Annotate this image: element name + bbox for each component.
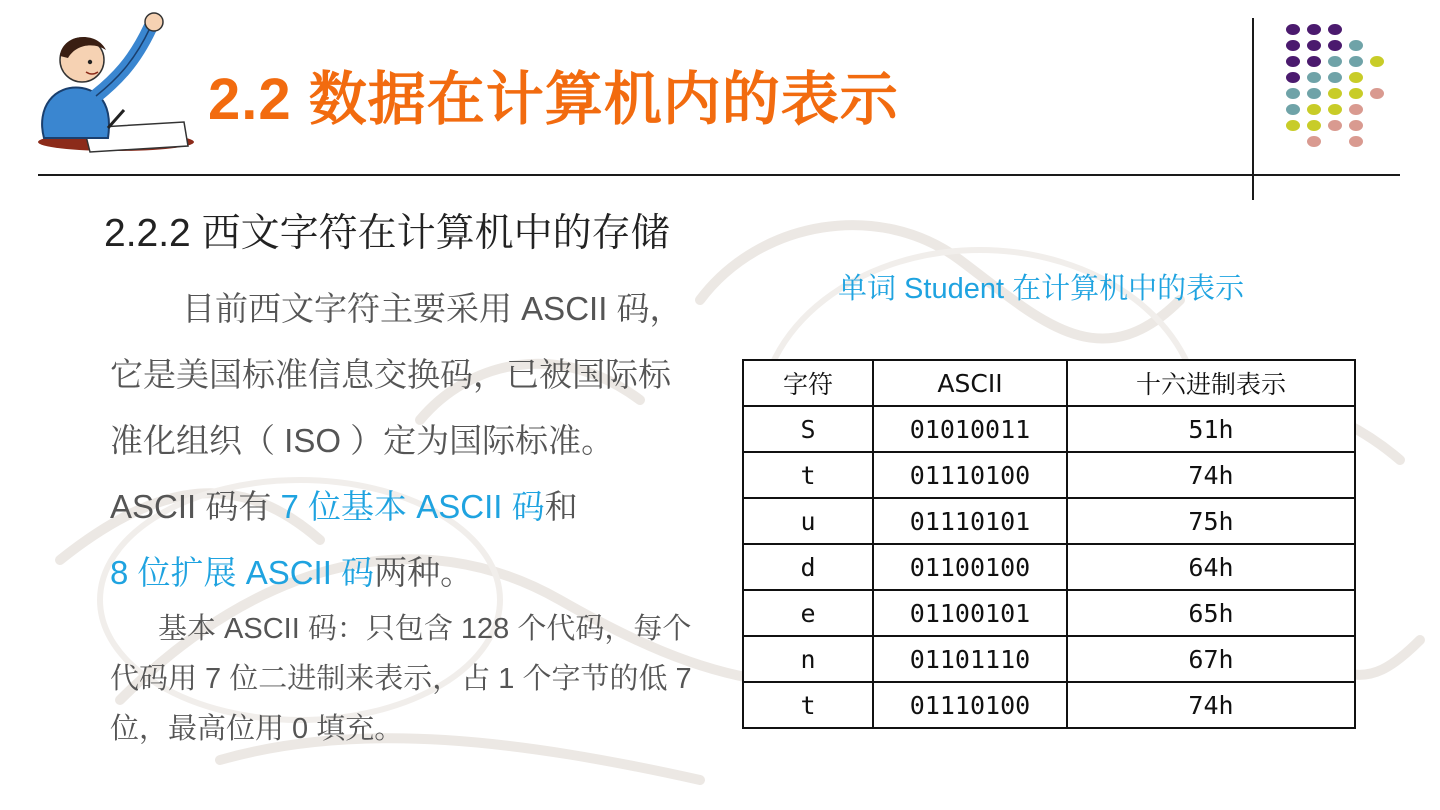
decor-dot <box>1286 72 1300 83</box>
cell-hex: 64h <box>1067 544 1355 590</box>
title-divider <box>38 174 1400 176</box>
cell-ascii: 01100101 <box>873 590 1067 636</box>
decor-dot <box>1328 72 1342 83</box>
decor-dot <box>1328 88 1342 99</box>
decor-dot <box>1307 40 1321 51</box>
decor-dot <box>1286 40 1300 51</box>
cell-char: n <box>743 636 873 682</box>
cell-ascii: 01010011 <box>873 406 1067 452</box>
decor-dot <box>1328 104 1342 115</box>
cell-char: d <box>743 544 873 590</box>
teacher-clipart <box>16 10 196 160</box>
cell-ascii: 01100100 <box>873 544 1067 590</box>
table-row <box>743 406 1355 452</box>
decor-dot <box>1349 40 1363 51</box>
decor-dot <box>1328 56 1342 67</box>
cell-char: S <box>743 406 873 452</box>
decorative-dot-grid <box>1280 18 1390 148</box>
cell-hex: 65h <box>1067 590 1355 636</box>
table-caption: 单词 Student 在计算机中的表示 <box>838 273 1245 305</box>
decor-dot <box>1286 104 1300 115</box>
decor-dot <box>1349 136 1363 147</box>
header-ascii: ASCII <box>873 360 1067 406</box>
decor-dot <box>1349 104 1363 115</box>
slide-title: 2.2 数据在计算机内的表示 <box>208 67 899 132</box>
ascii-table <box>742 359 1356 729</box>
cell-char: t <box>743 682 873 728</box>
intro-conjunction: 和 <box>544 488 578 525</box>
cell-ascii: 01101110 <box>873 636 1067 682</box>
decor-dot <box>1286 56 1300 67</box>
table-row <box>743 590 1355 636</box>
table-row <box>743 682 1355 728</box>
highlight-7bit: 7 位基本 ASCII 码 <box>280 488 545 525</box>
decor-dot <box>1349 88 1363 99</box>
cell-ascii: 01110100 <box>873 682 1067 728</box>
decor-dot <box>1370 56 1384 67</box>
cell-ascii: 01110100 <box>873 452 1067 498</box>
intro-ending: 两种。 <box>374 554 474 591</box>
cell-ascii: 01110101 <box>873 498 1067 544</box>
basic-ascii-text: 基本 ASCII 码：只包含 128 个代码，每个代码用 7 位二进制来表示，占 1 个字节的低 7 位，最高位用 0 填充。 <box>110 613 692 745</box>
cell-hex: 51h <box>1067 406 1355 452</box>
decor-dot <box>1307 88 1321 99</box>
decor-dot <box>1328 24 1342 35</box>
table-header-row <box>743 360 1355 406</box>
intro-text: 目前西文字符主要采用 ASCII 码，它是美国标准信息交换码，已被国际标准化组织（ ISO ）定为国际标准。 ASCII 码有 <box>110 290 683 525</box>
decor-dot <box>1286 24 1300 35</box>
section-heading: 2.2.2 西文字符在计算机中的存储 <box>104 212 670 255</box>
cell-hex: 75h <box>1067 498 1355 544</box>
cell-char: u <box>743 498 873 544</box>
decor-dot <box>1307 24 1321 35</box>
cell-hex: 74h <box>1067 682 1355 728</box>
table-row <box>743 636 1355 682</box>
decor-dot <box>1286 88 1300 99</box>
cell-hex: 74h <box>1067 452 1355 498</box>
decor-dot <box>1307 56 1321 67</box>
decor-dot <box>1328 40 1342 51</box>
cell-char: e <box>743 590 873 636</box>
highlight-8bit: 8 位扩展 ASCII 码 <box>110 554 375 591</box>
ascii-intro-paragraph <box>110 276 700 606</box>
table-row <box>743 544 1355 590</box>
table-row <box>743 452 1355 498</box>
decor-dot <box>1307 120 1321 131</box>
decor-dot <box>1286 120 1300 131</box>
decor-dot <box>1307 104 1321 115</box>
cell-char: t <box>743 452 873 498</box>
vertical-divider <box>1252 18 1254 200</box>
decor-dot <box>1307 136 1321 147</box>
header-char: 字符 <box>743 360 873 406</box>
cell-hex: 67h <box>1067 636 1355 682</box>
decor-dot <box>1349 56 1363 67</box>
header-hex: 十六进制表示 <box>1067 360 1355 406</box>
basic-ascii-paragraph <box>110 604 705 754</box>
decor-dot <box>1349 120 1363 131</box>
table-row <box>743 498 1355 544</box>
decor-dot <box>1370 88 1384 99</box>
decor-dot <box>1307 72 1321 83</box>
decor-dot <box>1349 72 1363 83</box>
decor-dot <box>1328 120 1342 131</box>
